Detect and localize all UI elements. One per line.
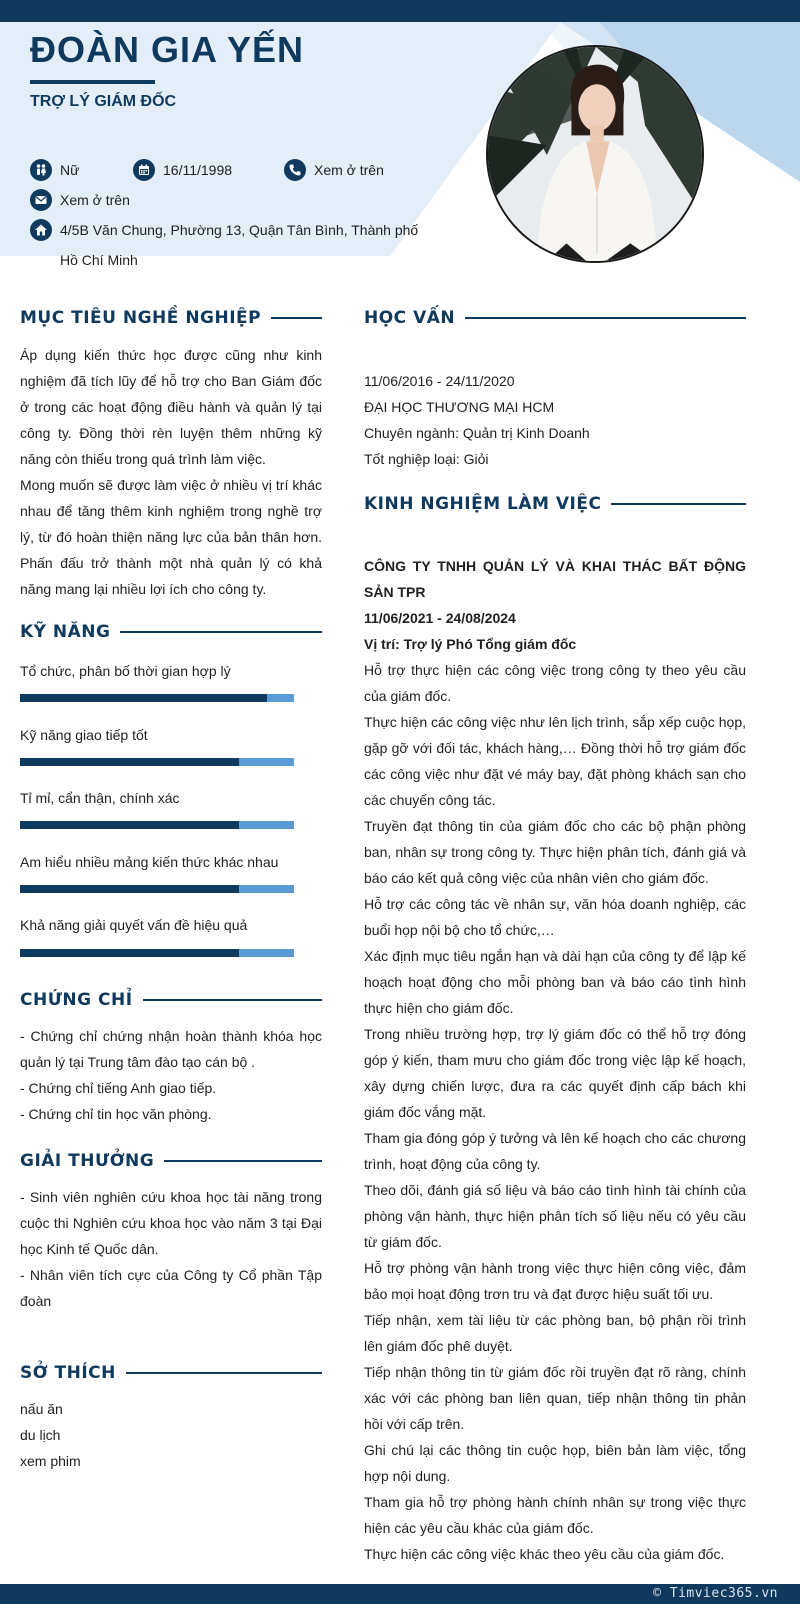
career-goal-paragraph: Áp dụng kiến thức học được cũng như kinh nghiệm đã tích lũy để hỗ trợ cho Ban Giám đốc ở trong các hoạt động điều hành và quản lý tại công ty. Đồng thời rèn luyện thêm những kỹ năng còn thiếu trong quá trình làm việc. <box>20 347 322 467</box>
career-goal-heading <box>20 308 322 328</box>
career-goal-text <box>20 342 322 602</box>
experience-duty: Ghi chú lại các thông tin cuộc họp, biên bản làm việc, tổng hợp nội dung. <box>364 1442 746 1484</box>
email-icon <box>30 189 52 211</box>
footer-watermark: © Timviec365.vn <box>653 1586 778 1601</box>
hobbies-title: SỞ THÍCH <box>20 1363 116 1383</box>
top-bar <box>0 0 800 22</box>
email-value: Xem ở trên <box>60 192 130 208</box>
dob-value: 16/11/1998 <box>163 162 233 178</box>
address-info <box>30 215 430 275</box>
dob-info <box>133 155 232 185</box>
skill-bar-fill <box>20 694 267 702</box>
experience-position: Vị trí: Trợ lý Phó Tổng giám đốc <box>364 636 577 652</box>
award-item: - Sinh viên nghiên cứu khoa học tài năng trong cuộc thi Nghiên cứu khoa học vào năm 3 tại Đại học Kinh tế Quốc dân. <box>20 1189 322 1257</box>
skill-bar-track <box>20 821 294 829</box>
skill-label: Am hiểu nhiều mảng kiến thức khác nhau <box>20 854 279 870</box>
experience-duty: Hỗ trợ thực hiện các công việc trong công ty theo yêu cầu của giám đốc. <box>364 662 746 704</box>
gender-value: Nữ <box>60 162 80 178</box>
phone-info <box>284 155 384 185</box>
certificate-item: - Chứng chỉ chứng nhận hoàn thành khóa học quản lý tại Trung tâm đào tạo cán bộ . <box>20 1028 322 1070</box>
phone-icon <box>284 159 306 181</box>
hobby-item: du lịch <box>20 1427 61 1443</box>
career-goal-paragraph: Mong muốn sẽ được làm việc ở nhiều vị trí khác nhau để tăng thêm kinh nghiệm trong nghề trợ lý, từ đó hoàn thiện năng lực của bản thân hơn. Phấn đấu trở thành một nhà quản lý có khả năng mang lại nhiều lợi ích cho công ty. <box>20 477 322 597</box>
skill-label: Tổ chức, phân bố thời gian hợp lý <box>20 663 231 679</box>
certificate-item: - Chứng chỉ tin học văn phòng. <box>20 1106 212 1122</box>
skill-label: Kỹ năng giao tiếp tốt <box>20 727 148 743</box>
education-grade: Tốt nghiệp loại: Giỏi <box>364 451 489 467</box>
certificates-list <box>20 1023 322 1127</box>
phone-value: Xem ở trên <box>314 162 384 178</box>
experience-duty: Thực hiện các công việc như lên lịch trình, sắp xếp cuộc họp, gặp gỡ với đối tác, khách hàng,… Đồng thời hỗ trợ giám đốc các công việc như đặt vé máy bay, đặt phòng khách sạn cho các chuyến công tác. <box>364 714 746 808</box>
experience-period: 11/06/2021 - 24/08/2024 <box>364 610 516 626</box>
skill-bar-track <box>20 758 294 766</box>
email-info <box>30 185 130 215</box>
experience-duty: Tiếp nhận thông tin từ giám đốc rồi truyền đạt rõ ràng, chính xác với các phòng ban liên quan, tiếp nhận thông tin phản hồi với cấp trên. <box>364 1364 746 1432</box>
address-value: 4/5B Văn Chung, Phường 13, Quận Tân Bình, Thành phố Hồ Chí Minh <box>60 222 419 268</box>
experience-duty: Thực hiện các công việc khác theo yêu cầu của giám đốc. <box>364 1546 725 1562</box>
awards-heading <box>20 1151 322 1171</box>
home-icon <box>30 219 52 241</box>
hobbies-heading <box>20 1363 322 1383</box>
education-school: ĐẠI HỌC THƯƠNG MẠI HCM <box>364 399 555 415</box>
experience-duty: Hỗ trợ phòng vận hành trong việc thực hiện công việc, đảm bảo mọi hoạt động trơn tru và đạt được hiệu suất tối ưu. <box>364 1260 746 1302</box>
education-block <box>364 368 590 472</box>
hobby-item: nấu ăn <box>20 1401 63 1417</box>
skill-bar-fill <box>20 885 239 893</box>
experience-block <box>364 553 746 1567</box>
education-heading <box>364 308 746 328</box>
certificates-heading <box>20 990 322 1010</box>
award-item: - Nhân viên tích cực của Công ty Cổ phần Tập đoàn <box>20 1267 322 1309</box>
gender-icon <box>30 159 52 181</box>
experience-duty: Hỗ trợ các công tác về nhân sự, văn hóa doanh nghiệp, các buổi họp nội bộ cho tổ chức,… <box>364 896 746 938</box>
experience-duty: Theo dõi, đánh giá số liệu và báo cáo tình hình tài chính của phòng vận hành, thực hiện phân tích số liệu nếu có yêu cầu từ giám đốc. <box>364 1182 746 1250</box>
skill-label: Khả năng giải quyết vấn đề hiệu quả <box>20 917 248 933</box>
certificate-item: - Chứng chỉ tiếng Anh giao tiếp. <box>20 1080 217 1096</box>
skill-bar-track <box>20 885 294 893</box>
awards-list <box>20 1184 322 1314</box>
experience-duty: Tiếp nhận, xem tài liệu từ các phòng ban, bộ phận rồi trình lên giám đốc phê duyệt. <box>364 1312 746 1354</box>
skill-bar-fill <box>20 949 239 957</box>
hobby-item: xem phim <box>20 1453 81 1469</box>
skill-bar-track <box>20 949 294 957</box>
candidate-name: ĐOÀN GIA YẾN <box>30 29 305 70</box>
education-title: HỌC VẤN <box>364 308 456 328</box>
experience-company: CÔNG TY TNHH QUẢN LÝ VÀ KHAI THÁC BẤT ĐỘNG SẢN TPR <box>364 558 746 600</box>
career-goal-title: MỤC TIÊU NGHỀ NGHIỆP <box>20 308 262 328</box>
experience-title: KINH NGHIỆM LÀM VIỆC <box>364 494 602 514</box>
skill-bar-fill <box>20 821 239 829</box>
experience-duty: Tham gia đóng góp ý tưởng và lên kế hoạch cho các chương trình, hoạt động của công ty. <box>364 1130 746 1172</box>
experience-duty: Truyền đạt thông tin của giám đốc cho các bộ phận phòng ban, nhân sự trong công ty. Thực hiện phân tích, đánh giá và báo cáo kết quả công việc của nhân viên cho giám đốc. <box>364 818 746 886</box>
experience-duty: Xác định mục tiêu ngắn hạn và dài hạn của công ty để lập kế hoạch hoạt động cho mỗi phòng ban và báo cáo tình hình thực hiện cho giám đốc. <box>364 948 746 1016</box>
experience-heading <box>364 494 746 514</box>
profile-photo-illustration <box>488 47 702 261</box>
skills-title: KỸ NĂNG <box>20 622 111 642</box>
calendar-icon <box>133 159 155 181</box>
certificates-title: CHỨNG CHỈ <box>20 990 133 1010</box>
experience-duty: Tham gia hỗ trợ phòng hành chính nhân sự trong việc thực hiện các yêu cầu khác của giám đốc. <box>364 1494 746 1536</box>
education-major: Chuyên ngành: Quản trị Kinh Doanh <box>364 425 590 441</box>
skills-heading <box>20 622 322 642</box>
awards-title: GIẢI THƯỞNG <box>20 1151 155 1171</box>
name-underline <box>30 80 155 84</box>
skill-label: Tỉ mỉ, cẩn thận, chính xác <box>20 790 180 806</box>
skill-bar-fill <box>20 758 239 766</box>
skill-bar-track <box>20 694 294 702</box>
hobbies-list <box>20 1396 81 1474</box>
education-period: 11/06/2016 - 24/11/2020 <box>364 373 515 389</box>
gender-info <box>30 155 79 185</box>
experience-duty: Trong nhiều trường hợp, trợ lý giám đốc có thể hỗ trợ đóng góp ý kiến, tham mưu cho giám đốc trong việc lập kế hoạch, xây dựng chiến lược, đưa ra các quyết định cấp bách khi giám đốc vắng mặt. <box>364 1026 746 1120</box>
job-title: TRỢ LÝ GIÁM ĐỐC <box>30 93 177 110</box>
profile-photo <box>486 45 704 263</box>
